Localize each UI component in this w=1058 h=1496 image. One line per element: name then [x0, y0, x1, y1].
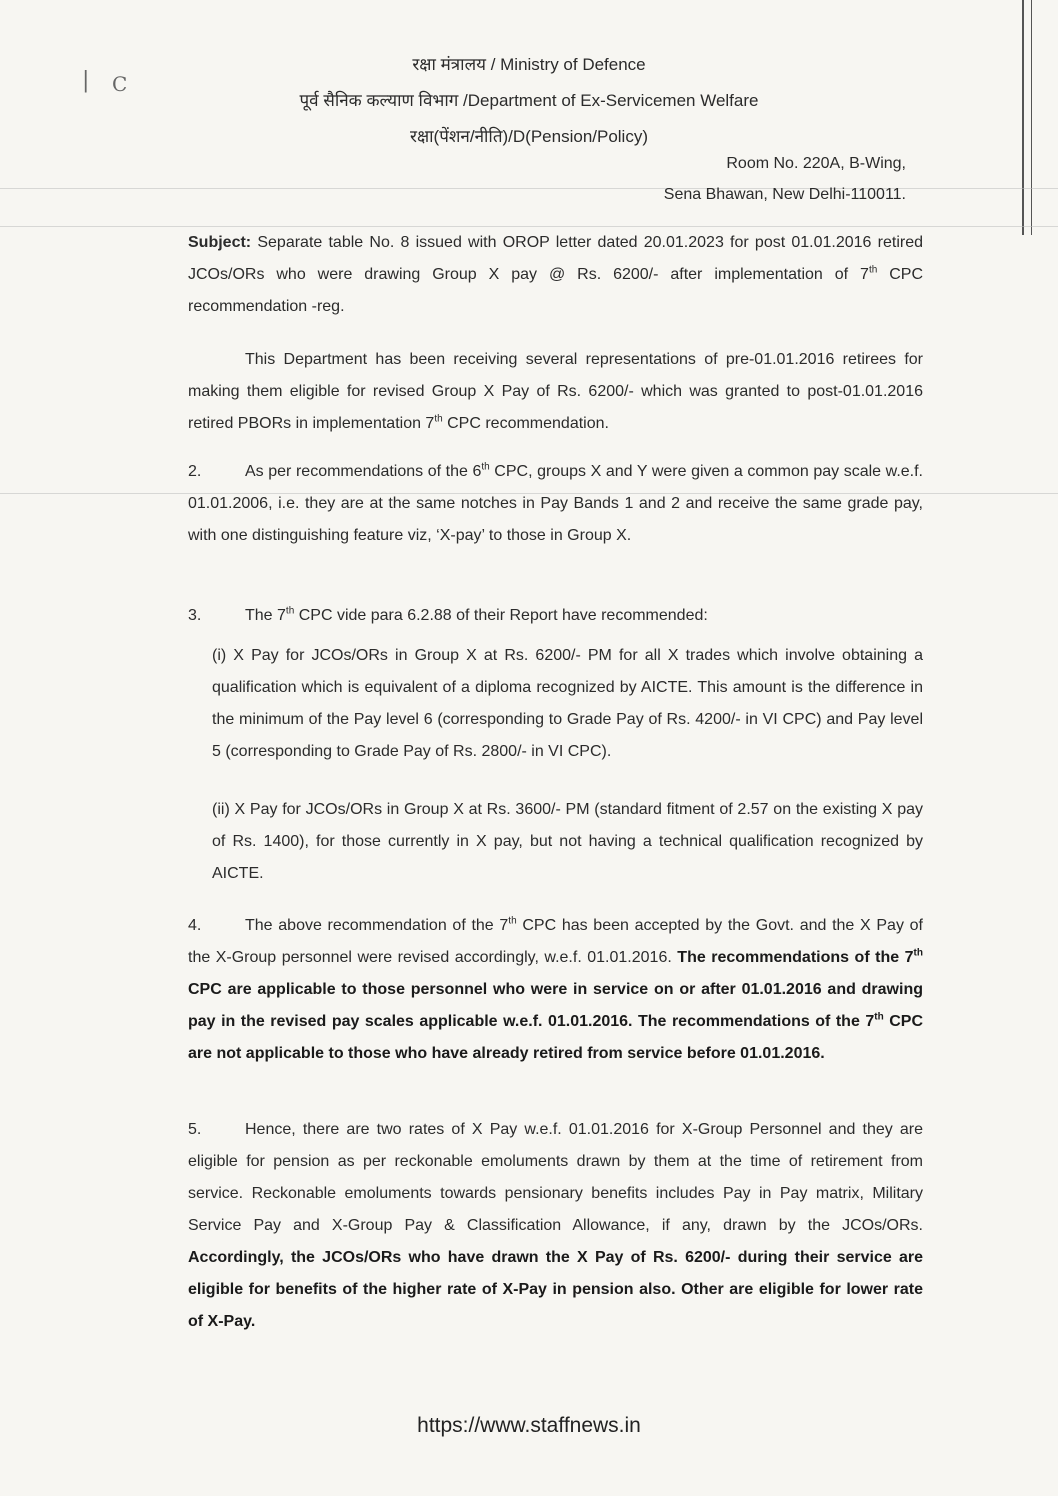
paragraph-number: 4.	[188, 917, 202, 934]
bold-statement: The recommendations of the 7th CPC are applicable to those personnel who were in service on or after 01.01.2016 and drawing pay in the revised pay scales applicable w.e.f. 01.01.2016. The recommendations of the 7th CPC are not applicable to those who have already retired from service before 01.01.2016.	[188, 947, 923, 1062]
subject-text: Separate table No. 8 issued with OROP letter dated 20.01.2023 for post 01.01.2016 retired JCOs/ORs who were drawing Group X pay @ Rs. 6200/- after implementation of 7th CPC recommendation -reg.	[188, 234, 924, 315]
paragraph-number: 2.	[188, 463, 202, 480]
paragraph-3: 3. The 7th CPC vide para 6.2.88 of their Report have recommended:	[188, 600, 923, 632]
division-heading: रक्षा(पेंशन/नीति)/D(Pension/Policy)	[410, 127, 648, 146]
recommendation-item-1: (i) X Pay for JCOs/ORs in Group X at Rs. 6200/- PM for all X trades which involve obtaining a qualification which is equivalent of a diploma recognized by AICTE. This amount is the difference in the minimum of the Pay level 6 (corresponding to Grade Pay of Rs. 4200/- in VI CPC) and Pay level 5 (corresponding to Grade Pay of Rs. 2800/- in VI CPC).	[212, 647, 923, 760]
subject-label: Subject:	[188, 234, 252, 251]
address-building: Sena Bhawan, New Delhi-110011.	[663, 186, 906, 203]
department-heading: पूर्व सैनिक कल्याण विभाग /Department of Ex-Servicemen Welfare	[299, 91, 759, 110]
paragraph-4: 4. The above recommendation of the 7th CPC has been accepted by the Govt. and the X Pay of the X-Group personnel were revised accordingly, w.e.f. 01.01.2016. The recommendations of the 7th CPC are applicable to those personnel who were in service on or after 01.01.2016 and drawing pay in the revised pay scales applicable w.e.f. 01.01.2016. The recommendations of the 7th CPC are not applicable to those who have already retired from service before 01.01.2016.	[188, 910, 923, 1070]
subject-block	[188, 227, 923, 323]
recommendation-item-2: (ii) X Pay for JCOs/ORs in Group X at Rs. 3600/- PM (standard fitment of 2.57 on the existing X pay of Rs. 1400), for those currently in X pay, but not having a technical qualification recognized by AICTE.	[212, 801, 923, 882]
paragraph-5: 5. Hence, there are two rates of X Pay w.e.f. 01.01.2016 for X-Group Personnel and they are eligible for pension as per reckonable emoluments drawn by them at the time of retirement from service. Reckonable emoluments towards pensionary benefits includes Pay in Pay matrix, Military Service Pay and X-Group Pay & Classification Allowance, if any, drawn by the JCOs/ORs. Accordingly, the JCOs/ORs who have drawn the X Pay of Rs. 6200/- during their service are eligible for benefits of the higher rate of X-Pay in pension also. Other are eligible for lower rate of X-Pay.	[188, 1114, 923, 1338]
bold-statement: Accordingly, the JCOs/ORs who have drawn the X Pay of Rs. 6200/- during their service are eligible for benefits of the higher rate of X-Pay in pension also. Other are eligible for lower rate of X-Pay.	[188, 1249, 923, 1330]
paragraph-2: 2. As per recommendations of the 6th CPC, groups X and Y were given a common pay scale w.e.f. 01.01.2006, i.e. they are at the same notches in Pay Bands 1 and 2 and receive the same grade pay, with one distinguishing feature viz, ‘X-pay’ to those in Group X.	[188, 456, 923, 552]
margin-pencil-mark: C	[112, 72, 128, 96]
scan-edge-line	[1031, 0, 1032, 235]
paragraph-number: 5.	[188, 1121, 202, 1138]
paragraph-number: 3.	[188, 607, 202, 624]
footer-website-link[interactable]: https://www.staffnews.in	[417, 1414, 641, 1437]
address-room: Room No. 220A, B-Wing,	[726, 155, 906, 172]
scan-edge-line	[1022, 0, 1024, 235]
margin-pencil-mark: |	[82, 68, 90, 93]
ministry-heading: रक्षा मंत्रालय / Ministry of Defence	[412, 55, 646, 74]
paragraph-1: This Department has been receiving several representations of pre-01.01.2016 retirees for making them eligible for revised Group X Pay of Rs. 6200/- which was granted to post-01.01.2016 retired PBORs in implementation 7th CPC recommendation.	[188, 351, 923, 432]
